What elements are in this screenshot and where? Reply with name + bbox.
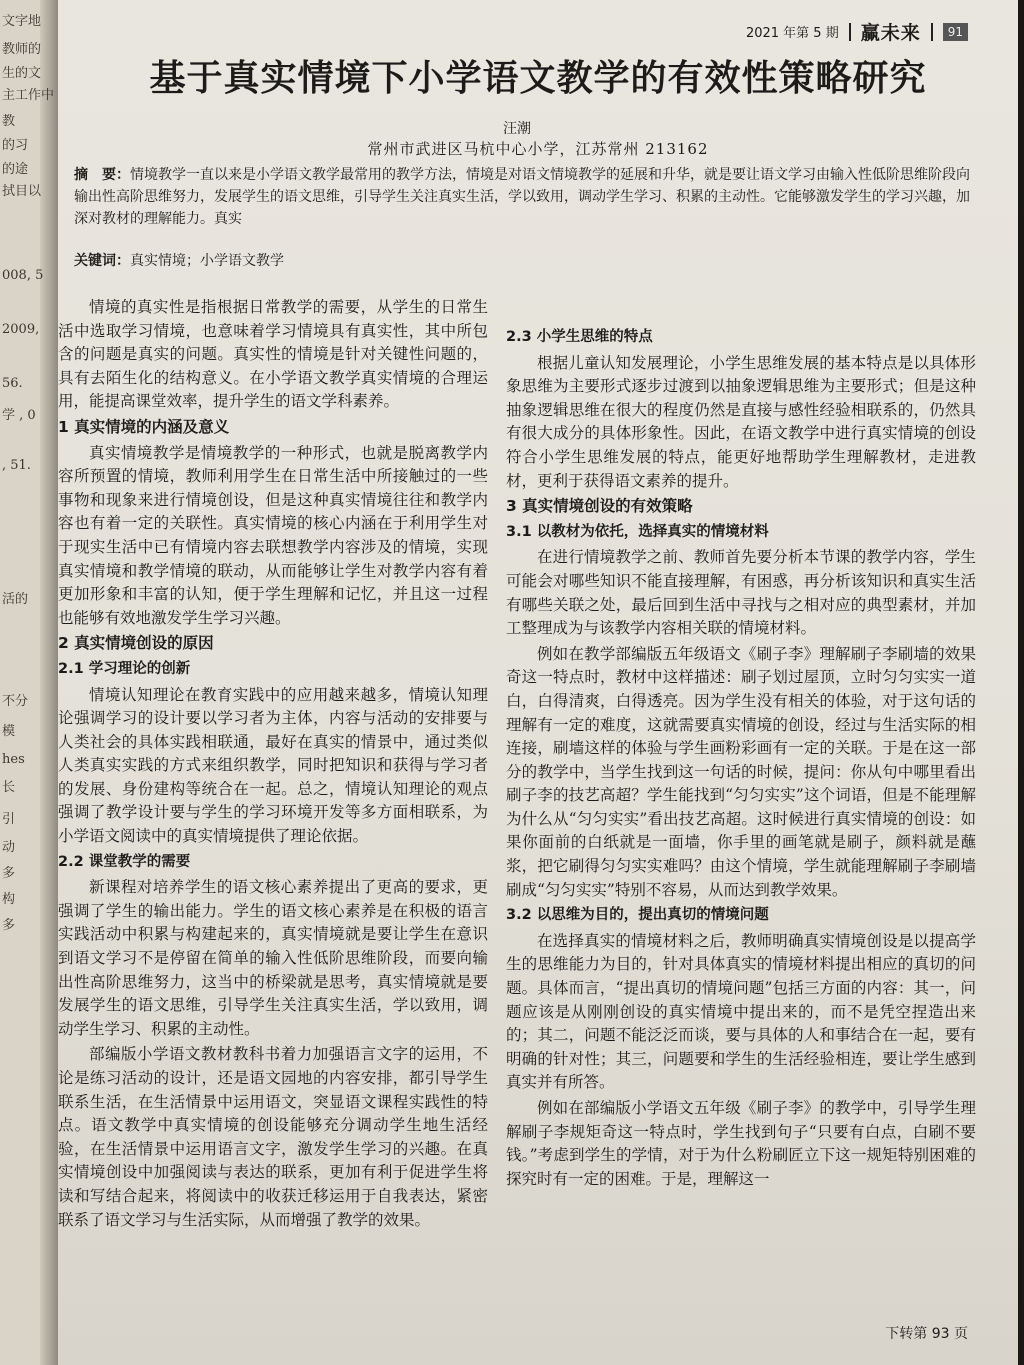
spine-fragment: 拭目以: [2, 184, 42, 199]
spine-shadow: [40, 0, 58, 1365]
subsection-heading: 2.2 课堂教学的需要: [58, 853, 191, 870]
spine-fragment: 学 , 0: [2, 408, 36, 423]
body-paragraph: 真实情境教学是情境教学的一种形式，也就是脱离教学内容所预置的情境，教师利用学生在日常生活中所接触过的一些事物和现象来进行情境创设，但是这种真实情境往往和教学内容也有着一定的关联性。真实情境的核心内涵在于利用学生对于现实生活中已有情境内容去联想教学内容涉及的情境，实现真实情境和教学情境的联动，从而能够让学生对教学内容有着更加形象和丰富的认知，便于学生理解和记忆，并且这一过程也能够有效地激发学生学习兴趣。: [58, 443, 488, 627]
spine-fragment: 文字地: [2, 14, 42, 29]
spine-fragment: hes: [2, 752, 25, 767]
section-heading: 2 真实情境创设的原因: [58, 634, 214, 653]
spine-fragment: 引: [2, 812, 16, 827]
body-paragraph: 在选择真实的情境材料之后，教师明确真实情境创设是以提高学生的思维能力为目的，针对具体真实的情境材料提出相应的真切的问题。具体而言，“提出真切的情境问题”包括三方面的内容：其一，问题应该是从刚刚创设的真实情境中提出来的，而不是凭空捏造出来的；其二，问题不能泛泛而谈，要与具体的人和事结合在一起，要有明确的针对性；其三，问题要和学生的生活经验相连，要让学生感到真实并有所答。: [506, 931, 976, 1092]
article-author: 汪潮: [503, 121, 531, 137]
spine-fragment: 生的文: [2, 66, 42, 81]
body-paragraph: 例如在教学部编版五年级语文《刷子李》理解刷子李刷墙的效果奇这一特点时，教材中这样描述：刷子划过屋顶，立时匀匀实实一道白，白得清爽，白得透亮。因为学生没有相关的体验，对于这句话的理解有一定的难度，这就需要真实情境的创设，经过与生活实际的相连接，刷墙这样的体验与学生画粉彩画有一定的关联。于是在这一部分的教学中，当学生找到这一句话的时候，提问：你从句中哪里看出刷子李的技艺高超？学生能找到“匀匀实实”这个词语，但是不能理解为什么从“匀匀实实”看出技艺高超。这时候进行真实情境的创设：如果你面前的白纸就是一面墙，你手里的画笔就是刷子，颜料就是蘸浆，把它刷得匀匀实实难吗？由这个情境，学生就能理解刷子李刷墙刷成“匀匀实实”特别不容易，从而达到教学效果。: [506, 644, 976, 899]
body-paragraph: 根据儿童认知发展理论，小学生思维发展的基本特点是以具体形象思维为主要形式逐步过渡到以抽象逻辑思维为主要形式；但是这种抽象逻辑思维在很大的程度仍然是直接与感性经验相联系的，仍然具有很大成分的具体形象性。因此，在语文教学中进行真实情境的创设符合小学生思维发展的特点，能更好地帮助学生理解教材，走进教材，更利于获得语文素养的提升。: [506, 353, 976, 490]
spine-fragment: 构: [2, 892, 16, 907]
keywords-text: 真实情境；小学语文教学: [130, 253, 284, 269]
spine-fragment: 的途: [2, 162, 29, 177]
right-column: [506, 324, 976, 1193]
subsection-heading: 3.2 以思维为目的，提出真切的情境问题: [506, 907, 769, 924]
spine-fragment: 的习: [2, 138, 29, 153]
spine-fragment: 多: [2, 866, 16, 881]
author-affiliation: 常州市武进区马杭中心小学，江苏常州 213162: [367, 140, 709, 158]
section-heading: 3 真实情境创设的有效策略: [506, 497, 693, 516]
abstract-text: 情境教学一直以来是小学语文教学最常用的教学方法，情境是对语文情境教学的延展和升华，就是要让语文学习由输入性低阶思维阶段向输出性高阶思维努力，发展学生的语文思维，引导学生关注真实生活，学以致用，调动学生学习、积累的主动性。它能够激发学生的学习兴趣，加深对教材的理解能力。真实: [74, 167, 970, 227]
spine-fragment: 不分: [2, 694, 29, 709]
body-paragraph: 部编版小学语文教材教科书着力加强语言文字的运用，不论是练习活动的设计，还是语文园地的内容安排，都引导学生联系生活，在生活情景中运用语文，突显语文课程实践性的特点。语文教学中真实情境的创设能够充分调动学生地生活经验，在生活情景中运用语言文字，激发学生学习的兴趣。在真实情境创设中加强阅读与表达的联系，更加有利于促进学生将读和写结合起来，将阅读中的收获迁移运用于自我表达，紧密联系了语文学习与生活实际，从而增强了教学的效果。: [58, 1045, 488, 1229]
spine-fragment: , 51.: [2, 458, 31, 473]
spine-fragment: 活的: [2, 592, 29, 607]
background-edge: [1018, 0, 1024, 1365]
journal-page: [58, 0, 1018, 1365]
abstract: [74, 164, 974, 230]
issue-label: 2021 年第 5 期: [745, 26, 839, 41]
left-column: [58, 296, 488, 1234]
article-title: 基于真实情境下小学语文教学的有效性策略研究: [149, 57, 927, 99]
body-paragraph: 新课程对培养学生的语文核心素养提出了更高的要求，更强调了学生的输出能力。学生的语文核心素养是在积极的语言实践活动中积累与构建起来的，真实情境就是要让学生在意识到语文学习不是停留在简单的输入性低阶思维阶段，而要向输出性高阶思维努力，这当中的桥梁就是思考，真实情境就是要发展学生的语文思维，引导学生关注真实生活，学以致用，调动学生学习、积累的主动性。: [58, 878, 488, 1038]
page-number: 91: [943, 23, 968, 41]
spine-fragment: 008, 5: [2, 268, 44, 283]
subsection-heading: 3.1 以教材为依托，选择真实的情境材料: [506, 523, 769, 540]
keywords-label: 关键词：: [74, 253, 130, 269]
intro-paragraph: 情境的真实性是指根据日常教学的需要，从学生的日常生活中选取学习情境，也意味着学习情境具有真实性，其中所包含的问题是真实的问题。真实性的情境是针对关键性问题的，具有去陌生化的结构意义。在小学语文教学真实情境的合理运用，能提高课堂效率，提升学生的语文学科素养。: [58, 298, 488, 411]
body-paragraph: 情境认知理论在教育实践中的应用越来越多，情境认知理论强调学习的设计要以学习者为主体，内容与活动的安排要与人类社会的具体实践相联通，最好在真实的情景中，通过类似人类真实实践的方式来组织教学，同时把知识和获得与学习者的发展、身份建构等统合在一起。总之，情境认知理论的观点强调了教学设计要与学生的学习环境开发等多方面相联系，为小学语文阅读中的真实情境提供了理论依据。: [58, 685, 488, 846]
abstract-label: 摘 要：: [74, 167, 130, 183]
spine-fragment: 56.: [2, 376, 23, 391]
section-heading: 1 真实情境的内涵及意义: [58, 417, 230, 436]
header-divider: [849, 23, 851, 41]
spine-fragment: 长: [2, 780, 16, 795]
spine-fragment: 动: [2, 840, 16, 855]
spine-fragment: 模: [2, 724, 16, 739]
continued-note: 下转第 93 页: [885, 1326, 968, 1342]
spine-fragment: 教师的: [2, 42, 42, 57]
adjacent-page-edge: [0, 0, 58, 1365]
subsection-heading: 2.3 小学生思维的特点: [506, 329, 653, 345]
spine-fragment: 教: [2, 114, 16, 129]
running-header: [746, 18, 968, 45]
body-paragraph: 例如在部编版小学语文五年级《刷子李》的教学中，引导学生理解刷子李规矩奇这一特点时，学生找到句子“只要有白点，白刷不要钱。”考虑到学生的学情，对于为什么粉刷匠立下这一规矩特别困难的探究时有一定的困难。于是，理解这一: [506, 1099, 976, 1188]
spine-fragment: 主工作中: [2, 88, 55, 103]
spine-fragment: 2009,: [2, 322, 40, 337]
journal-brand: 赢未来: [860, 22, 921, 44]
header-divider: [931, 23, 933, 41]
subsection-heading: 2.1 学习理论的创新: [58, 660, 191, 677]
keywords: [74, 250, 974, 270]
body-paragraph: 在进行情境教学之前、教师首先要分析本节课的教学内容，学生可能会对哪些知识不能直接理解，有困惑，再分析该知识和真实生活有哪些关联之处，最后回到生活中寻找与之相对应的典型素材，并加工整理成为与该教学内容相关联的情境材料。: [506, 548, 976, 638]
spine-fragment: 多: [2, 918, 16, 933]
